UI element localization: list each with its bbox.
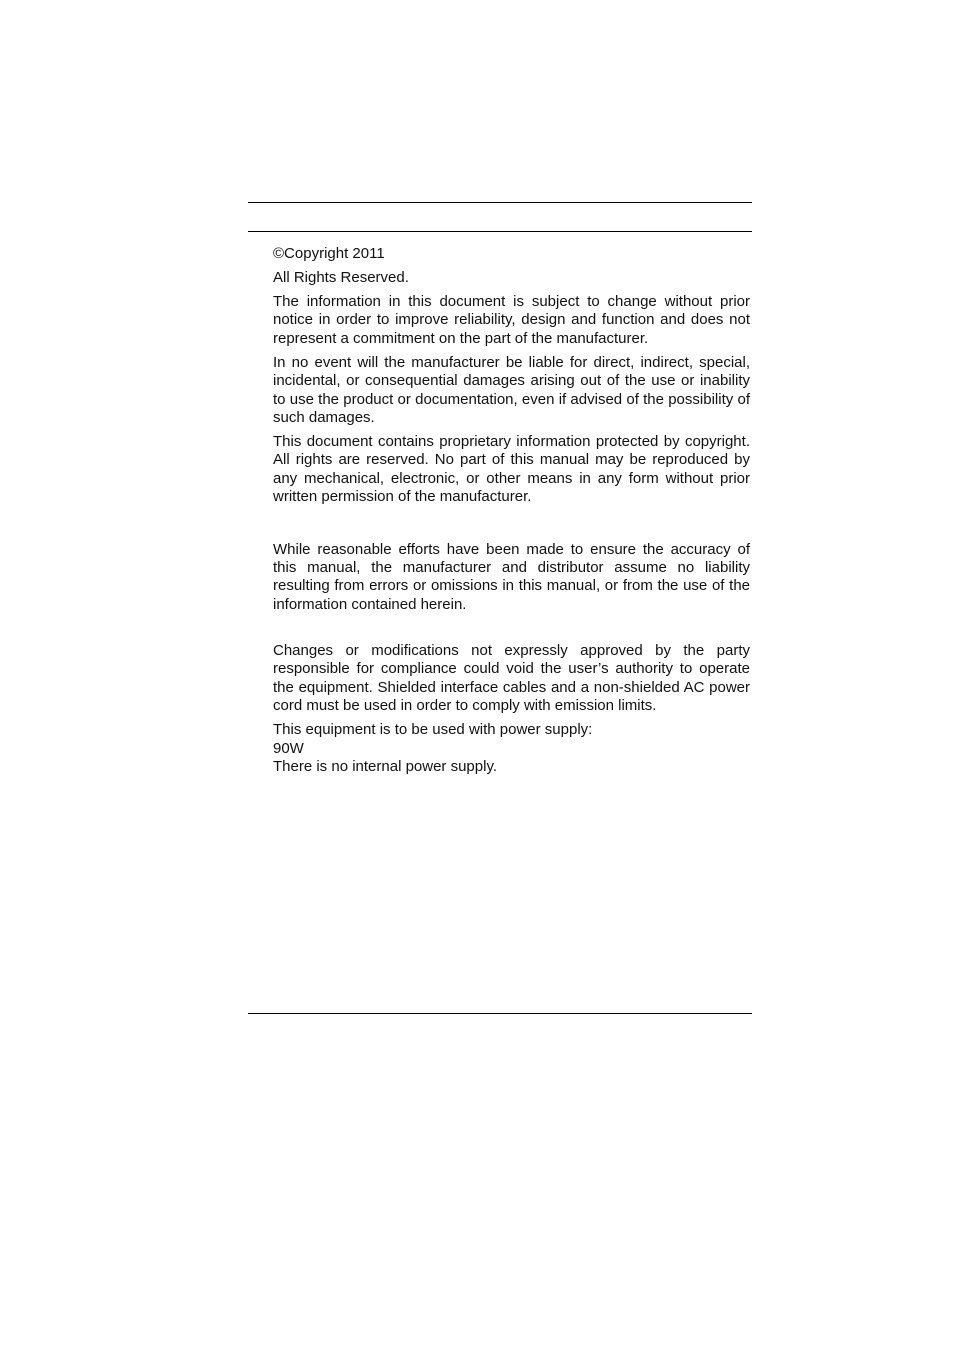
modifications-paragraph: Changes or modifications not expressly approved by the party responsible for compliance could void the user’s authority to operate the equipment. Shielded interface cables and a non-shielded AC power cord must be used in order to comply with emission limits.	[273, 641, 750, 715]
notice-content	[273, 245, 750, 776]
accuracy-paragraph: While reasonable efforts have been made to ensure the accuracy of this manual, the manufacturer and distributor assume no liability resulting from errors or omissions in this manual, or from the use of the information contained herein.	[273, 540, 750, 613]
footer-rule	[248, 1013, 752, 1014]
copyright-line: ©Copyright 2011	[273, 245, 385, 262]
rights-line: All Rights Reserved.	[273, 269, 409, 286]
power-supply-line: This equipment is to be used with power supply:	[273, 721, 593, 739]
power-rating: 90W	[273, 739, 304, 757]
header-rule-bottom	[248, 231, 752, 232]
proprietary-paragraph: This document contains proprietary information protected by copyright. All rights are reserved. No part of this manual may be reproduced by any mechanical, electronic, or other means in any form without prior written permission of the manufacturer.	[273, 433, 750, 506]
change-notice-paragraph: The information in this document is subject to change without prior notice in order to improve reliability, design and function and does not represent a commitment on the part of the manufacturer.	[273, 293, 750, 347]
internal-power-note: There is no internal power supply.	[273, 757, 498, 775]
header-rule-top	[248, 202, 752, 203]
power-supply-block	[273, 721, 750, 776]
liability-paragraph: In no event will the manufacturer be liable for direct, indirect, special, incidental, or consequential damages arising out of the use or inability to use the product or documentation, even if advised of the possibility of such damages.	[273, 353, 750, 427]
